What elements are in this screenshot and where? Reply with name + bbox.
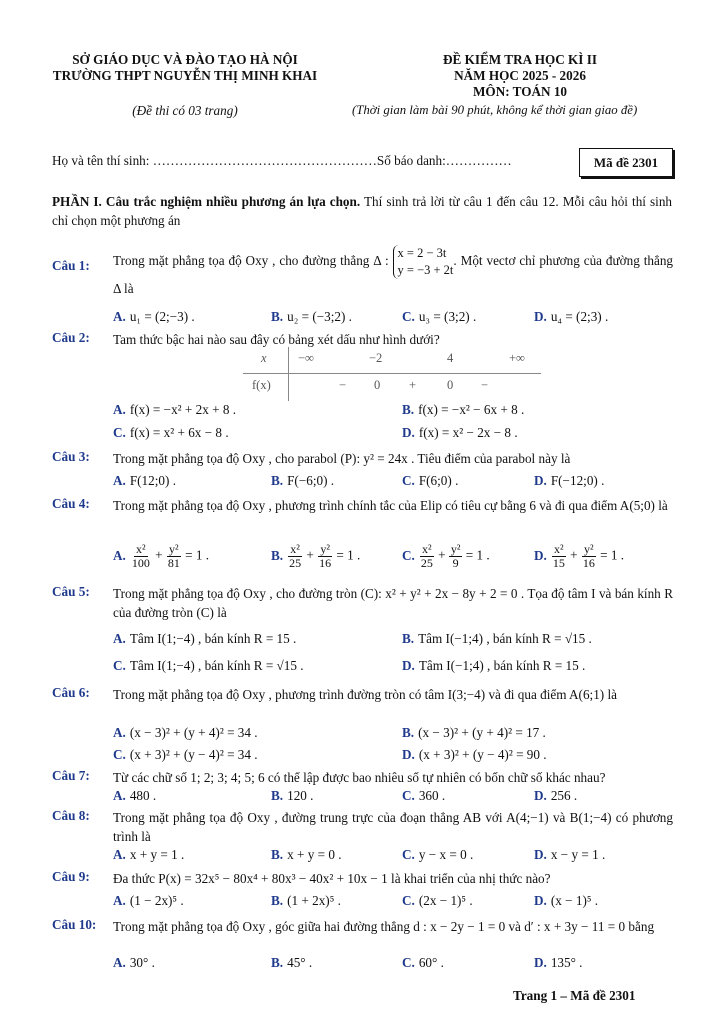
question-1-text [113,245,673,298]
question-10-text: Trong mặt phẳng tọa độ Oxy , góc giữa hai đường thẳng d : x − 2y − 1 = 0 và d′ : x + 3y − 11 = 0 bằng [113,919,655,934]
option-b[interactable]: B. Tâm I(−1;4) , bán kính R = √15 . [402,631,592,646]
option-c[interactable]: C. 360 . [402,788,446,803]
option-c[interactable]: C. u₃ = (3;2) . [402,309,477,324]
option-c[interactable]: C. $\frac{\text{x²}}{25}$ + $\frac{\text{y²}}{9}$ = 1 . [402,542,490,570]
table-zero-1: 0 [374,378,381,392]
part1-instruction: Thí sinh trả lời từ câu 1 đến câu 12. Mỗi câu hỏi thí sinh chỉ chọn một phương án [52,194,673,228]
question-5-text: Trong mặt phẳng tọa độ Oxy , cho đường tròn (C): x² + y² + 2x − 8y + 2 = 0 . Tọa độ tâm I và bán kính R của đường tròn (C) là [113,586,673,620]
option-b[interactable]: B. (x − 3)² + (y + 4)² = 17 . [402,725,546,740]
option-c[interactable]: C. f(x) = x² + 6x − 8 . [113,425,229,440]
question-5-label: Câu 5: [52,584,90,599]
question-7-text: Từ các chữ số 1; 2; 3; 4; 5; 6 có thể lập được bao nhiêu số tự nhiên có bốn chữ số khác nhau? [113,770,606,785]
page-count-note: (Đề thi có 03 trang) [132,103,238,118]
question-9-label: Câu 9: [52,869,90,884]
exam-code-box: Mã đề 2301 [579,148,673,177]
option-a[interactable]: A. (x − 3)² + (y + 4)² = 34 . [113,725,258,740]
option-c[interactable]: C. (x + 3)² + (y − 4)² = 34 . [113,747,258,762]
option-b[interactable]: B. 45° . [271,955,313,970]
school-year: NĂM HỌC 2025 - 2026 [454,68,586,83]
question-2-text: Tam thức bậc hai nào sau đây có bảng xét dấu như hình dưới? [113,332,440,347]
table-sign-3: − [481,378,489,392]
option-d[interactable]: D. x − y = 1 . [534,847,606,862]
option-b[interactable]: B. u₂ = (−3;2) . [271,309,352,324]
option-d[interactable]: D. $\frac{\text{x²}}{15}$ + $\frac{\text{y²}}{16}$ = 1 . [534,542,625,570]
page-footer: Trang 1 – Mã đề 2301 [513,988,636,1003]
question-3-label: Câu 3: [52,449,90,464]
department-name: SỞ GIÁO DỤC VÀ ĐÀO TẠO HÀ NỘI [72,52,298,67]
part1-heading [52,192,672,230]
question-4-text: Trong mặt phẳng tọa độ Oxy , phương trình chính tắc của Elip có tiêu cự bằng 6 và đi qua điểm A(5;0) là [113,498,668,513]
student-info-line: Họ và tên thí sinh: ……………………………………………Số báo danh:…………… [52,153,512,168]
option-a[interactable]: A. 480 . [113,788,157,803]
question-8-text: Trong mặt phẳng tọa độ Oxy , đường trung trực của đoạn thẳng AB với A(4;−1) và B(1;−4) có phương trình là [113,810,673,844]
question-2-label: Câu 2: [52,330,90,345]
question-4-label: Câu 4: [52,496,90,511]
table-x-label: x [261,351,267,365]
table-x-pos-inf: +∞ [509,351,525,365]
option-d[interactable]: D. Tâm I(−1;4) , bán kính R = 15 . [402,658,586,673]
option-a[interactable]: A. 30° . [113,955,155,970]
option-c[interactable]: C. y − x = 0 . [402,847,474,862]
option-b[interactable]: B. F(−6;0) . [271,473,335,488]
question-1-tail: . Một vectơ chỉ phương của đường thẳng Δ là [113,253,674,296]
option-d[interactable]: D. u₄ = (2;3) . [534,309,609,324]
table-x-neg-inf: −∞ [298,351,314,365]
option-d[interactable]: D. 256 . [534,788,578,803]
option-d[interactable]: D. F(−12;0) . [534,473,605,488]
question-1-stem: Trong mặt phẳng tọa độ Oxy , cho đường thẳng Δ : [113,253,389,269]
option-a[interactable]: A. (1 − 2x)⁵ . [113,893,184,908]
exam-title: ĐỀ KIỂM TRA HỌC KÌ II [442,52,597,67]
option-c[interactable]: C. 60° . [402,955,444,970]
system-eq-1: x = 2 − 3t [397,246,447,260]
question-10-label: Câu 10: [52,917,97,932]
question-9-text: Đa thức P(x) = 32x⁵ − 80x⁴ + 80x³ − 40x² + 10x − 1 là khai triển của nhị thức nào? [113,871,551,886]
option-d[interactable]: D. 135° . [534,955,583,970]
question-7-label: Câu 7: [52,768,90,783]
option-c[interactable]: C. Tâm I(1;−4) , bán kính R = √15 . [113,658,304,673]
sign-table [243,347,541,401]
line-system [393,245,454,279]
question-6-text: Trong mặt phẳng tọa độ Oxy , phương trình đường tròn có tâm I(3;−4) và đi qua điểm A(6;1) là [113,687,618,702]
option-d[interactable]: D. f(x) = x² − 2x − 8 . [402,425,518,440]
option-a[interactable]: A. Tâm I(1;−4) , bán kính R = 15 . [113,631,297,646]
question-6-label: Câu 6: [52,685,90,700]
option-a[interactable]: A. F(12;0) . [113,473,176,488]
part1-title: PHẦN I. Câu trắc nghiệm nhiều phương án lựa chọn. [52,194,361,209]
school-name: TRƯỜNG THPT NGUYỄN THỊ MINH KHAI [52,68,318,83]
option-b[interactable]: B. x + y = 0 . [271,847,342,862]
option-a[interactable]: A. f(x) = −x² + 2x + 8 . [113,402,237,417]
option-a[interactable]: A. u₁ = (2;−3) . [113,309,195,324]
option-b[interactable]: B. (1 + 2x)⁵ . [271,893,341,908]
table-sign-2: + [409,378,417,392]
exam-header [380,52,660,100]
time-note: (Thời gian làm bài 90 phút, không kể thời gian giao đề) [352,103,638,117]
option-b[interactable]: B. 120 . [271,788,314,803]
table-sign-1: − [339,378,347,392]
table-x-root2: 4 [447,351,454,365]
option-a[interactable]: A. $\frac{\text{x²}}{100}$ + $\frac{\text{y²}}{81}$ = 1 . [113,542,210,570]
school-header [30,52,340,84]
option-d[interactable]: D. (x + 3)² + (y − 4)² = 90 . [402,747,547,762]
option-b[interactable]: B. $\frac{\text{x²}}{25}$ + $\frac{\text{y²}}{16}$ = 1 . [271,542,361,570]
table-f-label: f(x) [252,378,271,392]
table-zero-2: 0 [447,378,454,392]
option-c[interactable]: C. F(6;0) . [402,473,459,488]
question-3-text: Trong mặt phẳng tọa độ Oxy , cho parabol (P): y² = 24x . Tiêu điểm của parabol này là [113,451,571,466]
question-1-label: Câu 1: [52,258,90,273]
system-eq-2: y = −3 + 2t [397,263,454,277]
option-d[interactable]: D. (x − 1)⁵ . [534,893,599,908]
subject: MÔN: TOÁN 10 [472,84,568,99]
option-a[interactable]: A. x + y = 1 . [113,847,185,862]
table-x-root1: −2 [369,351,383,365]
option-c[interactable]: C. (2x − 1)⁵ . [402,893,473,908]
option-b[interactable]: B. f(x) = −x² − 6x + 8 . [402,402,525,417]
question-8-label: Câu 8: [52,808,90,823]
